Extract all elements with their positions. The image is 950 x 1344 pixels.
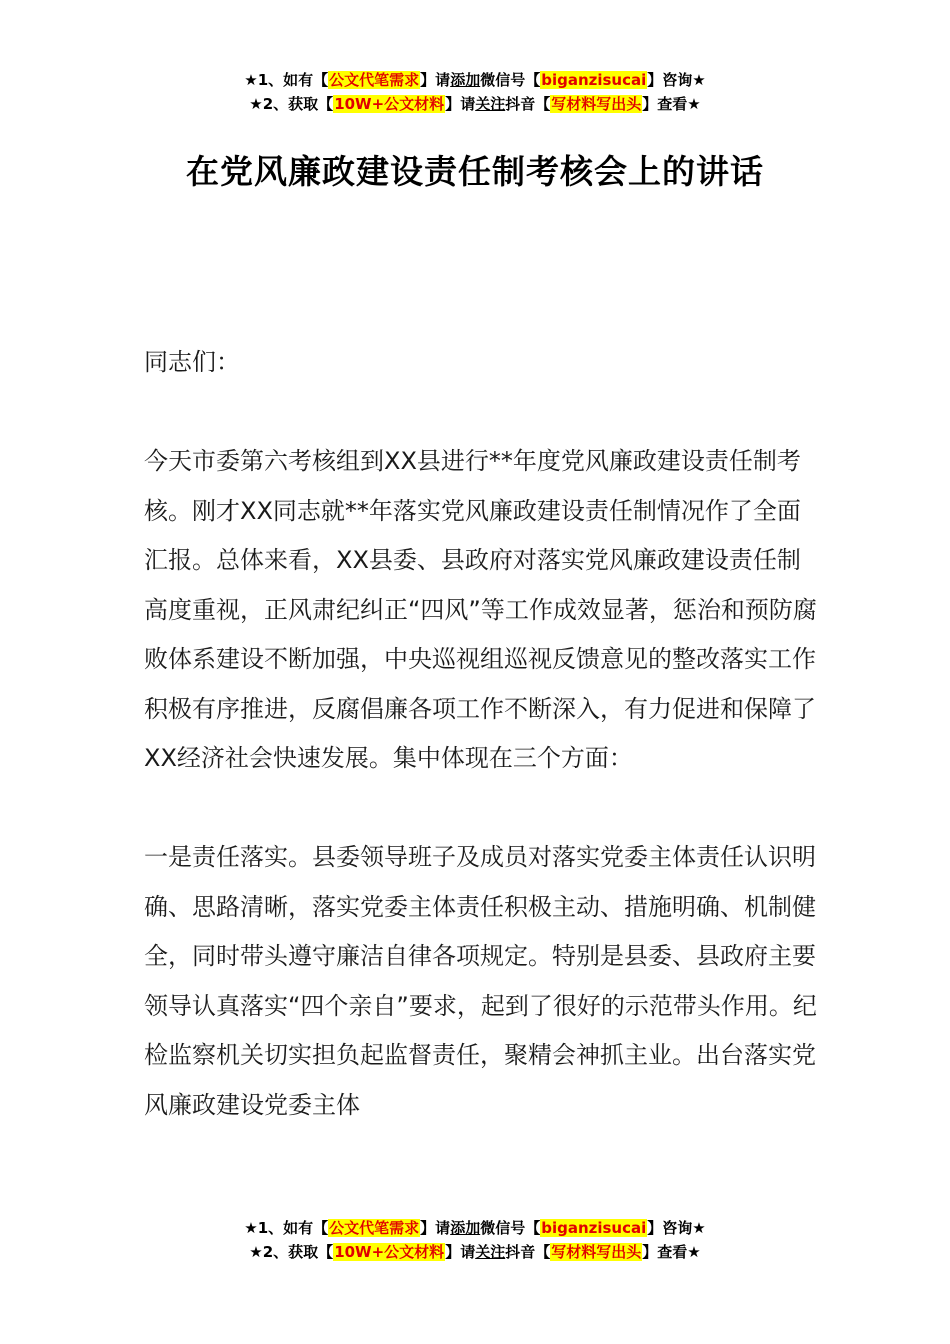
promo-text: 抖音【 [505,95,551,113]
promo-text: ★1、如有【 [244,1219,329,1237]
promo-text: 】请 [420,1219,451,1237]
document-body [144,338,824,1130]
promo-text: 抖音【 [505,1243,551,1261]
promo-text: 】查看★ [642,95,701,113]
promo-text: 】请 [420,71,451,89]
promo-underlined: 关注 [475,95,506,113]
promo-line-1 [0,68,950,92]
promo-text: 微信号【 [480,1219,541,1237]
wechat-id-highlight: biganzisucai [541,1219,647,1237]
promo-line-2 [0,92,950,116]
promo-text: 】请 [445,1243,476,1261]
promo-text: ★2、获取【 [249,95,334,113]
promo-text: 】咨询★ [647,71,706,89]
douyin-id-highlight: 写材料写出头 [551,95,642,113]
salutation: 同志们： [144,348,240,376]
promo-line-2 [0,1240,950,1264]
body-paragraph: 今天市委第六考核组到XX县进行**年度党风廉政建设责任制考核。刚才XX同志就**年落实党风廉政建设责任制情况作了全面汇报。总体来看，XX县委、县政府对落实党风廉政建设责任制高度重视，正风肃纪纠正“四风”等工作成效显著，惩治和预防腐败体系建设不断加强，中央巡视组巡视反馈意见的整改落实工作积极有序推进，反腐倡廉各项工作不断深入，有力促进和保障了XX经济社会快速发展。集中体现在三个方面： [144,447,817,772]
promo-text: 】咨询★ [647,1219,706,1237]
promo-text: ★1、如有【 [244,71,329,89]
promo-highlight: 公文代笔需求 [329,71,420,89]
promo-text: 微信号【 [480,71,541,89]
promo-underlined: 添加 [450,71,481,89]
wechat-id-highlight: biganzisucai [541,71,647,89]
douyin-id-highlight: 写材料写出头 [551,1243,642,1261]
promo-highlight: 公文代笔需求 [329,1219,420,1237]
promo-underlined: 添加 [450,1219,481,1237]
promo-underlined: 关注 [475,1243,506,1261]
promo-highlight: 10W+公文材料 [334,1243,445,1261]
promo-banner-top [0,68,950,116]
promo-text: 】请 [445,95,476,113]
promo-text: ★2、获取【 [249,1243,334,1261]
promo-line-1 [0,1216,950,1240]
promo-text: 】查看★ [642,1243,701,1261]
body-paragraph: 一是责任落实。县委领导班子及成员对落实党委主体责任认识明确、思路清晰，落实党委主体责任积极主动、措施明确、机制健全，同时带头遵守廉洁自律各项规定。特别是县委、县政府主要领导认真落实“四个亲自”要求，起到了很好的示范带头作用。纪检监察机关切实担负起监督责任，聚精会神抓主业。出台落实党风廉政建设党委主体 [144,843,817,1119]
document-title: 在党风廉政建设责任制考核会上的讲话 [186,152,764,191]
promo-highlight: 10W+公文材料 [334,95,445,113]
promo-banner-bottom [0,1216,950,1264]
